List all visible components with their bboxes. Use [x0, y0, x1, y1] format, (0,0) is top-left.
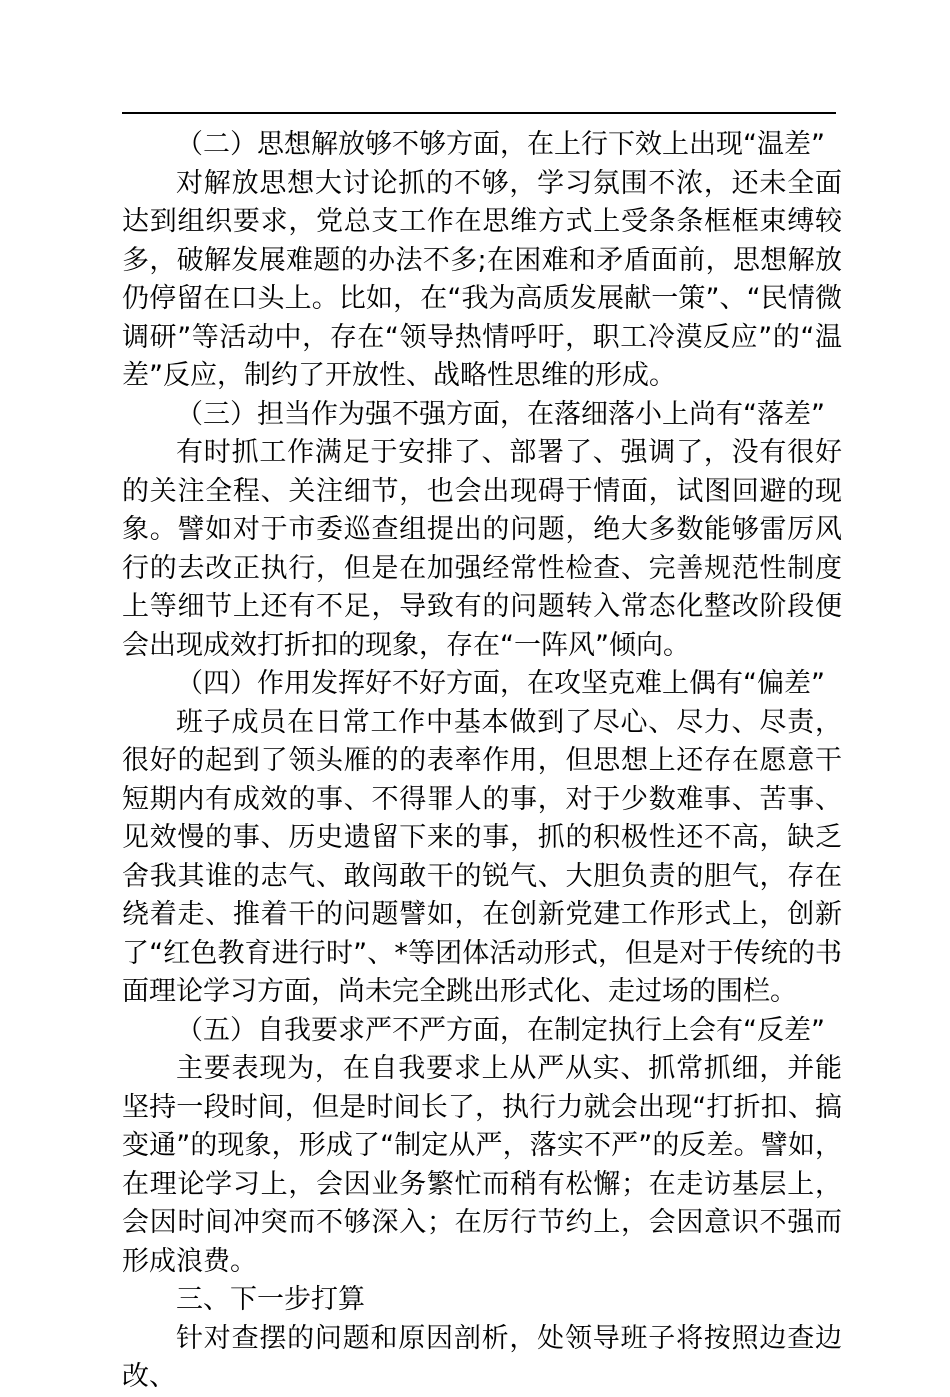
document-body	[122, 126, 842, 1397]
chapter-heading-next-steps: 三、下一步打算	[176, 1284, 365, 1315]
section-heading-4: （四）作用发挥好不好方面，在攻坚克难上偶有“偏差”	[176, 668, 825, 699]
section-heading-3: （三）担当作为强不强方面，在落细落小上尚有“落差”	[176, 398, 825, 430]
header-rule	[122, 112, 836, 114]
body-paragraph: 班子成员在日常工作中基本做到了尽心、尽力、尽责，很好的起到了领头雁的的表率作用，但思想上还存在愿意干短期内有成效的事、不得罪人的事，对于少数难事、苦事、见效慢的事、历史遗留下来的事，抓的积极性还不高，缺乏舍我其谁的志气、敢闯敢干的锐气、大胆负责的胆气，存在绕着走、推着干的问题譬如，在创新党建工作形式上，创新了“红色教育进行时”、*等团体活动形式，但是对于传统的书面理论学习方面，尚未完全跳出形式化、走过场的围栏。	[122, 706, 842, 1007]
body-paragraph: 主要表现为，在自我要求上从严从实、抓常抓细，并能坚持一段时间，但是时间长了，执行力就会出现“打折扣、搞变通”的现象，形成了“制定从严，落实不严”的反差。譬如，在理论学习上，会因业务繁忙而稍有松懈；在走访基层上，会因时间冲突而不够深入；在厉行节约上，会因意识不强而形成浪费。	[122, 1053, 842, 1277]
body-paragraph: 对解放思想大讨论抓的不够，学习氛围不浓，还未全面达到组织要求，党总支工作在思维方式上受条条框框束缚较多，破解发展难题的办法不多;在困难和矛盾面前，思想解放仍停留在口头上。比如，在“我为高质发展献一策”、“民情微调研”等活动中，存在“领导热情呼吁，职工冷漠反应”的“温差”反应，制约了开放性、战略性思维的形成。	[122, 167, 842, 391]
section-heading-2: （二）思想解放够不够方面，在上行下效上出现“温差”	[176, 129, 825, 160]
section-heading-5: （五）自我要求严不严方面，在制定执行上会有“反差”	[176, 1014, 825, 1046]
body-paragraph: 针对查摆的问题和原因剖析，处领导班子将按照边查边改、	[122, 1322, 842, 1392]
body-paragraph: 有时抓工作满足于安排了、部署了、强调了，没有很好的关注全程、关注细节，也会出现碍于情面，试图回避的现象。譬如对于市委巡查组提出的问题，绝大多数能够雷厉风行的去改正执行，但是在加强经常性检查、完善规范性制度上等细节上还有不足，导致有的问题转入常态化整改阶段便会出现成效打折扣的现象，存在“一阵风”倾向。	[122, 437, 842, 661]
